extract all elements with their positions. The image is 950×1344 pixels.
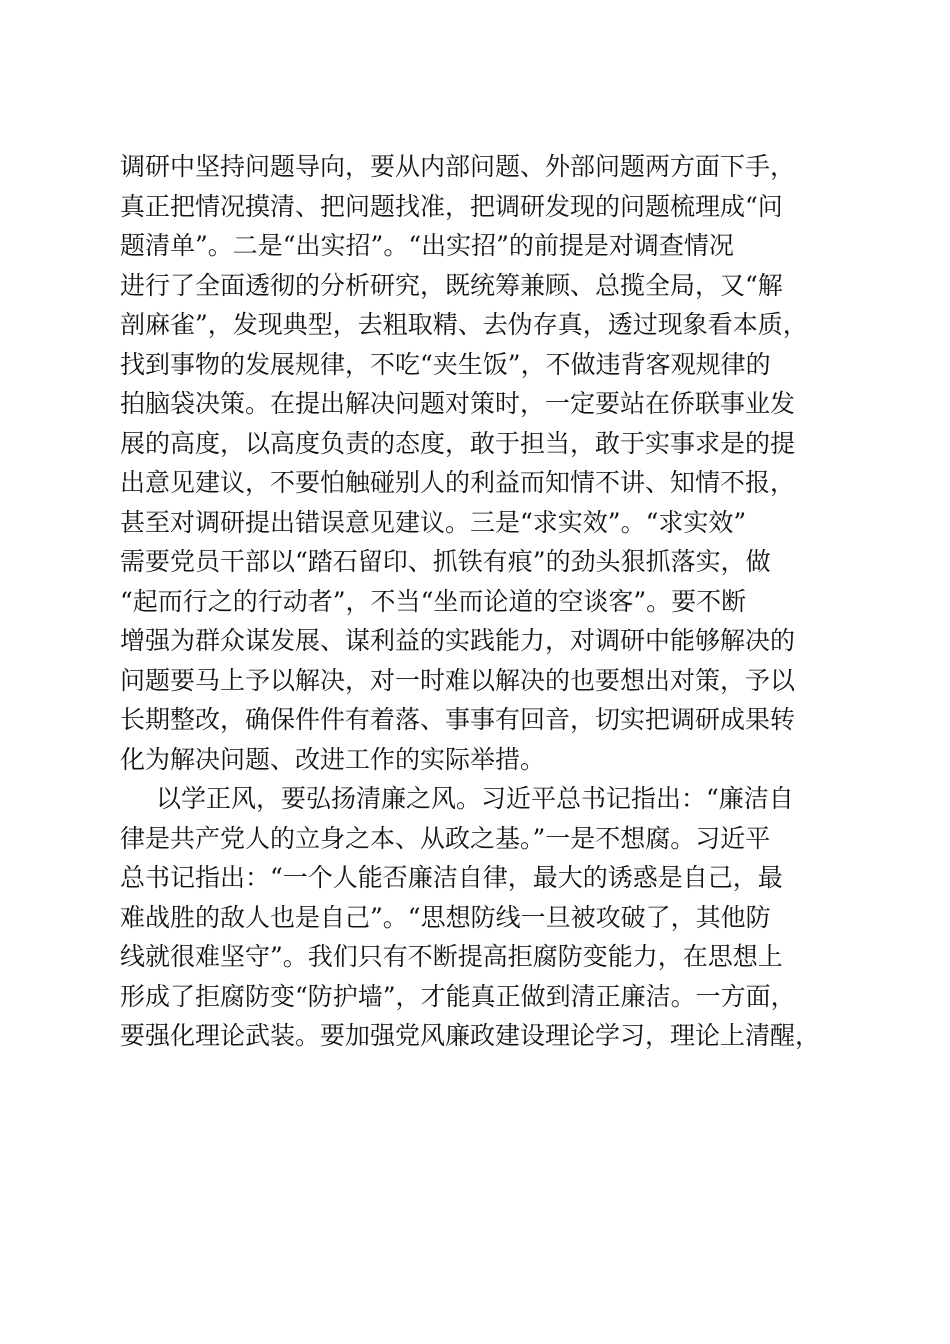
text-line-first: 以学正风，要弘扬清廉之风。习近平总书记指出：“廉洁自 xyxy=(156,784,794,813)
text-line: 要强化理论武装。要加强党风廉政建设理论学习，理论上清醒， xyxy=(120,1021,821,1050)
text-line: 长期整改，确保件件有着落、事事有回音，切实把调研成果转 xyxy=(120,705,796,734)
text-line: 出意见建议，不要怕触碰别人的利益而知情不讲、知情不报， xyxy=(120,468,796,497)
text-line: 拍脑袋决策。在提出解决问题对策时，一定要站在侨联事业发 xyxy=(120,389,796,418)
text-line: 律是共产党人的立身之本、从政之基。”一是不想腐。习近平 xyxy=(120,823,771,853)
text-line: 形成了拒腐防变“防护墙”，才能真正做到清正廉洁。一方面， xyxy=(120,981,796,1011)
text-line: 展的高度，以高度负责的态度，敢于担当，敢于实事求是的提 xyxy=(120,428,796,458)
text-line: 总书记指出：“一个人能否廉洁自律，最大的诱惑是自己，最 xyxy=(120,863,783,892)
paragraph-1 xyxy=(120,147,832,779)
text-line: 真正把情况摸清、把问题找准，把调研发现的问题梳理成“问 xyxy=(120,191,783,221)
text-line: “起而行之的行动者”，不当“坐而论道的空谈客”。要不断 xyxy=(120,586,747,616)
text-line: 问题要马上予以解决，对一时难以解决的也要想出对策，予以 xyxy=(120,665,796,695)
text-line: 增强为群众谋发展、谋利益的实践能力，对调研中能够解决的 xyxy=(120,626,796,655)
text-line: 甚至对调研提出错误意见建议。三是“求实效”。“求实效” xyxy=(120,507,747,537)
paragraph-2 xyxy=(120,779,832,1056)
text-line: 剖麻雀”，发现典型，去粗取精、去伪存真，透过现象看本质， xyxy=(120,310,808,339)
text-line: 题清单”。二是“出实招”。“出实招”的前提是对调查情况 xyxy=(120,231,734,260)
text-line: 进行了全面透彻的分析研究，既统筹兼顾、总揽全局，又“解 xyxy=(120,270,783,300)
text-line: 难战胜的敌人也是自己”。“思想防线一旦被攻破了，其他防 xyxy=(120,902,771,932)
text-line: 化为解决问题、改进工作的实际举措。 xyxy=(120,744,546,774)
text-line: 找到事物的发展规律，不吃“夹生饭”，不做违背客观规律的 xyxy=(120,349,771,379)
text-line: 线就很难坚守”。我们只有不断提高拒腐防变能力，在思想上 xyxy=(120,942,783,971)
body-text xyxy=(120,147,832,1056)
text-line: 需要党员干部以“踏石留印、抓铁有痕”的劲头狠抓落实，做 xyxy=(120,547,771,576)
text-line: 调研中坚持问题导向，要从内部问题、外部问题两方面下手， xyxy=(120,152,796,181)
